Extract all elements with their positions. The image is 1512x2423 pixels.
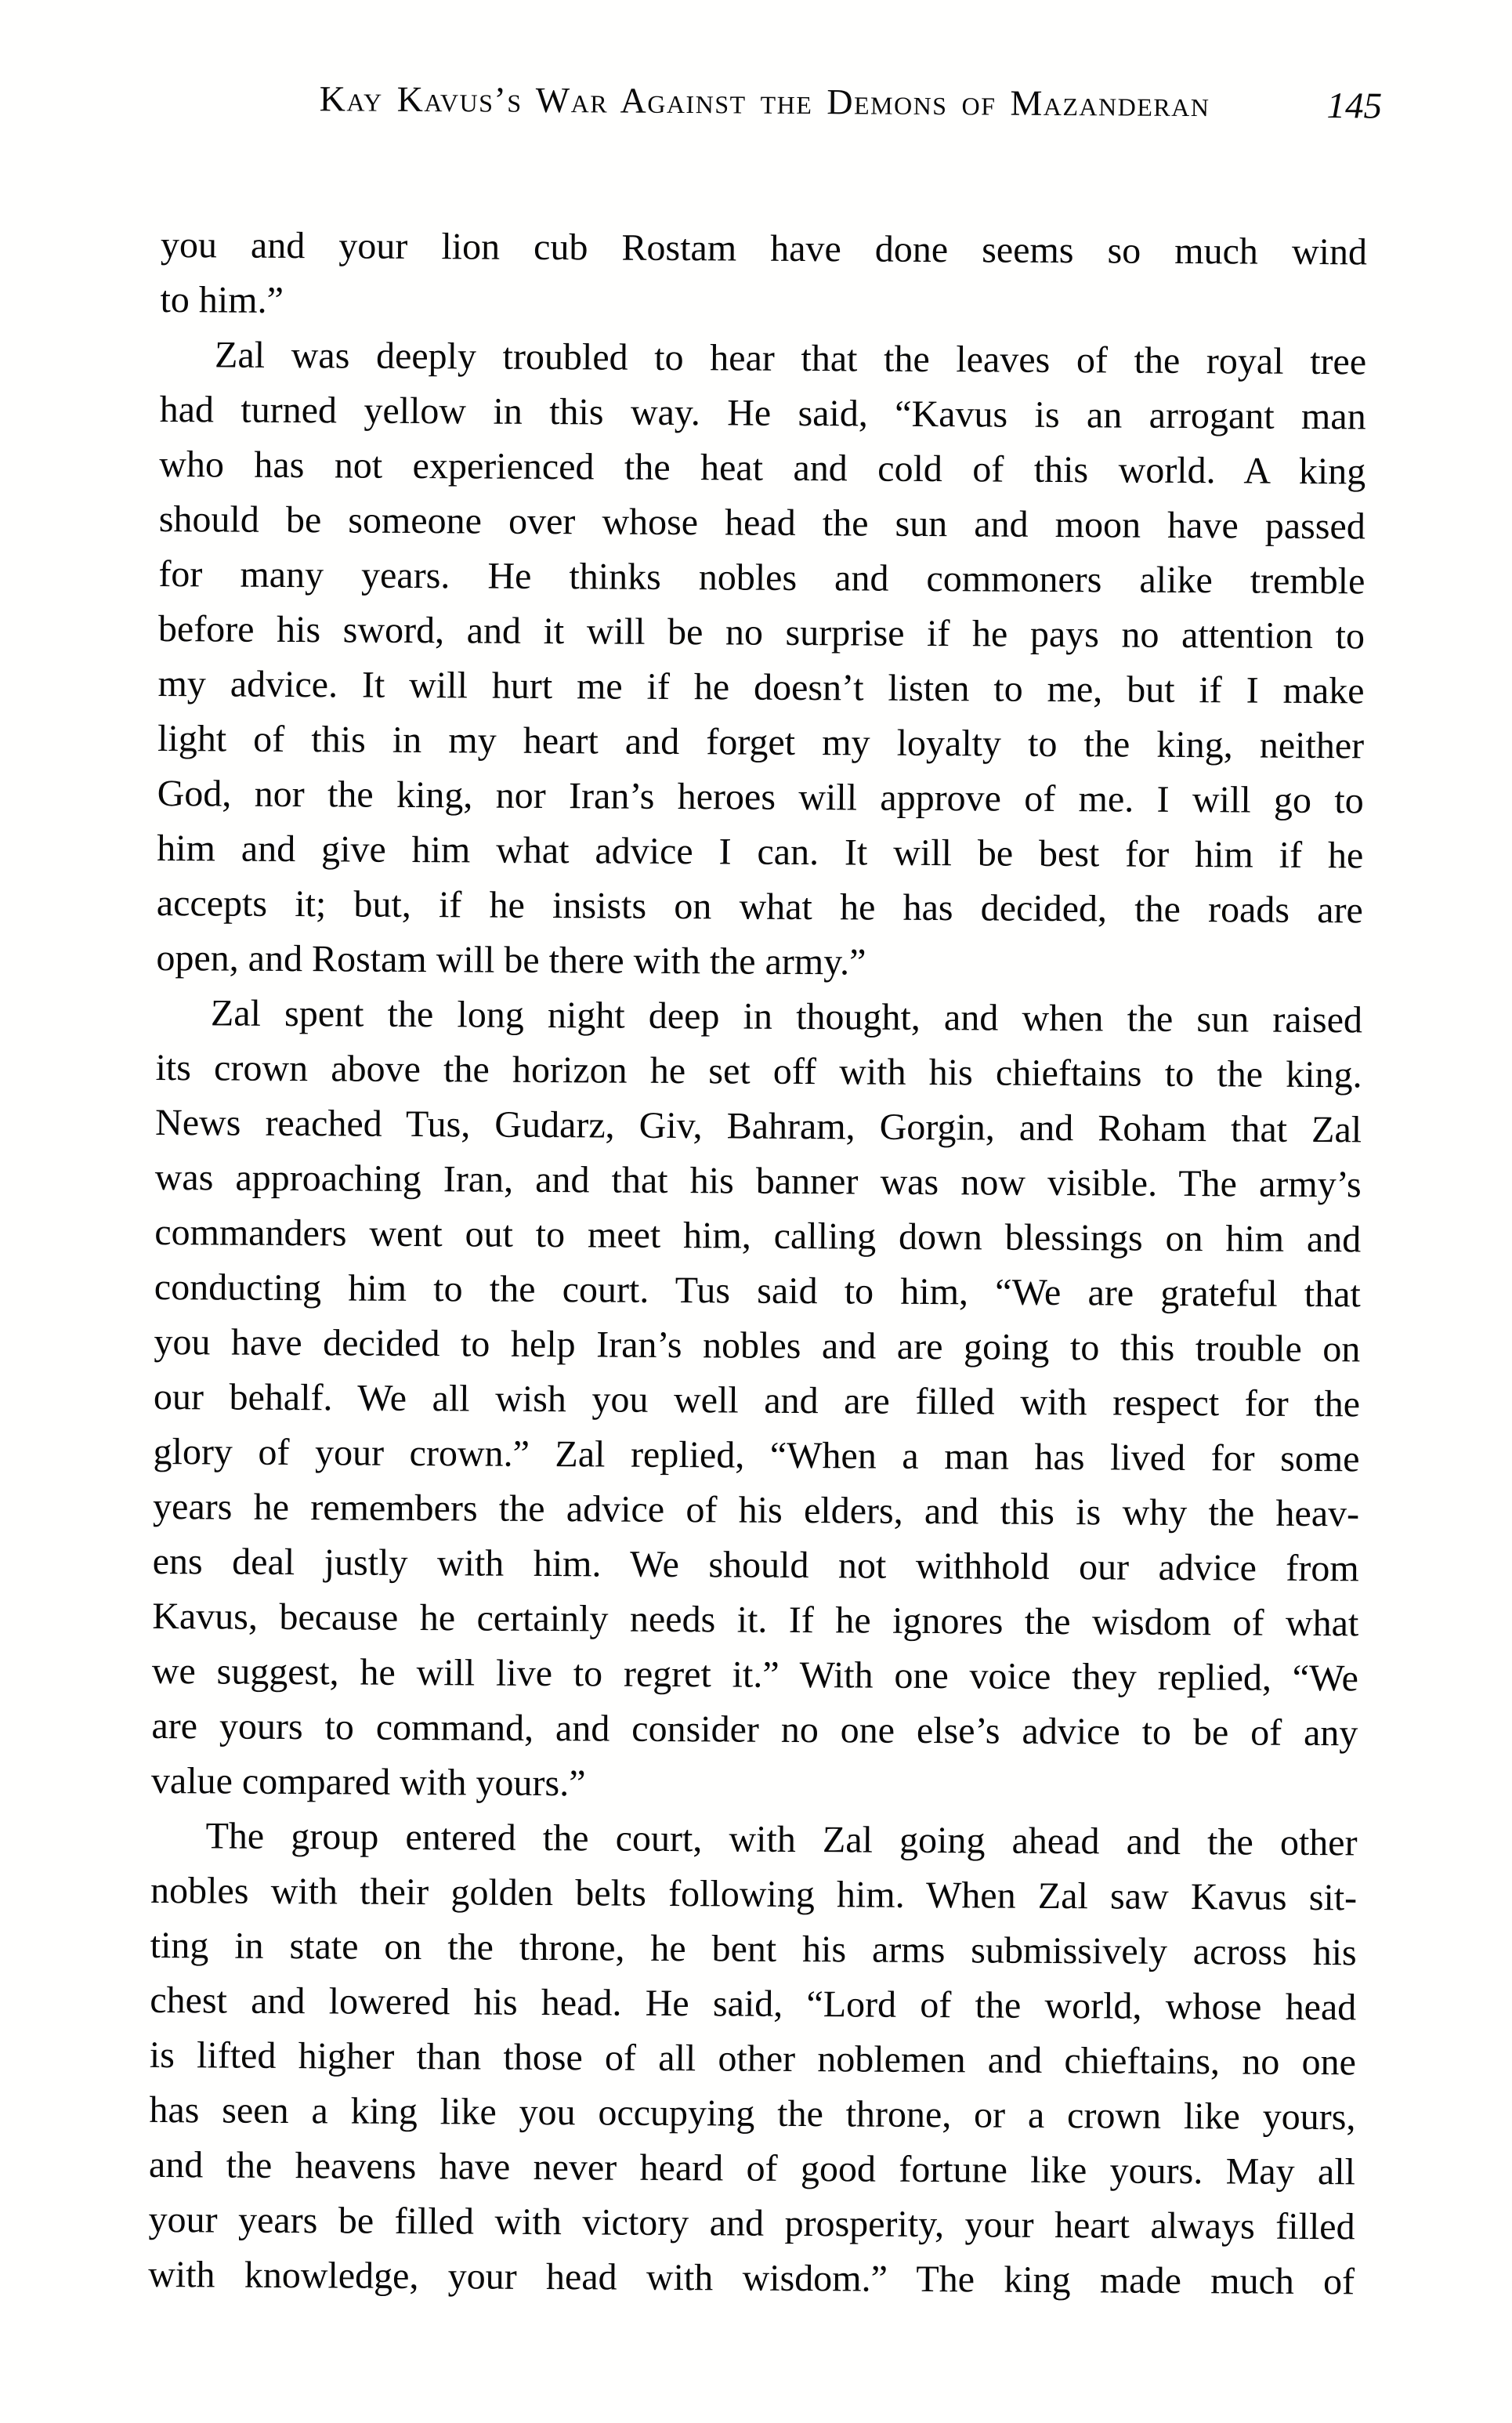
text-line: open, and Rostam will be there with the army.” [156,936,866,983]
text-line: has seen a king like you occupying the throne, or a crown like yours, [149,2088,1356,2139]
text-line: is lifted higher than those of all other noblemen and chieftains, no one [149,2034,1357,2084]
text-line: God, nor the king, nor Iran’s heroes will approve of me. I will go to [157,772,1364,822]
page-number: 145 [1326,85,1383,127]
text-line: with knowledge, your head with wisdom.” The king made much of [148,2253,1355,2303]
text-line: commanders went out to meet him, calling down blessings on him and [154,1211,1362,1261]
text-line: glory of your crown.” Zal replied, “When a man has lived for some [153,1430,1360,1480]
text-line: who has not experienced the heat and cold of this world. A king [159,443,1366,493]
text-line: ting in state on the throne, he bent his arms submissively across his [150,1924,1357,1974]
text-line: its crown above the horizon he set off with his chieftains to the king. [155,1046,1362,1096]
text-line: are yours to command, and consider no one else’s advice to be of any [151,1704,1358,1755]
text-line: to him.” [160,278,284,321]
text-line: chest and lowered his head. He said, “Lord of the world, whose head [150,1979,1357,2029]
text-line: Zal spent the long night deep in thought, and when the sun raised [210,992,1363,1041]
text-line: light of this in my heart and forget my loyalty to the king, neither [157,717,1365,767]
text-line: should be someone over whose head the sun and moon have passed [158,498,1366,548]
text-line: years he remembers the advice of his elders, and this is why the heav- [152,1485,1360,1535]
paragraph [156,328,1366,993]
text-line: nobles with their golden belts following him. When Zal saw Kavus sit- [150,1869,1358,1919]
text-line: our behalf. We all wish you well and are filled with respect for the [153,1375,1361,1425]
text-line: you and your lion cub Rostam have done seems so much wind [160,223,1368,273]
text-line: and the heavens have never heard of good fortune like yours. May all [148,2143,1356,2193]
text-line: had turned yellow in this way. He said, “Kavus is an arrogant man [159,388,1366,438]
text-line: News reached Tus, Gudarz, Giv, Bahram, Gorgin, and Roham that Zal [154,1101,1362,1151]
text-line: my advice. It will hurt me if he doesn’t listen to me, but if I make [157,662,1365,712]
text-line: for many years. He thinks nobles and commoners alike tremble [158,552,1366,603]
text-line: Zal was deeply troubled to hear that the leaves of the royal tree [214,334,1367,383]
paragraph [160,218,1367,335]
running-header [161,77,1383,134]
text-line: value compared with yours.” [150,1759,586,1805]
text-line: Kavus, because he certainly needs it. If he ignores the wisdom of what [152,1595,1359,1645]
paragraph [151,986,1362,1816]
text-line: The group entered the court, with Zal going ahead and the other [205,1815,1358,1864]
text-line: conducting him to the court. Tus said to him, “We are grateful that [154,1266,1361,1316]
text-line: accepts it; but, if he insists on what he has decided, the roads are [156,882,1363,932]
text-block [148,218,1367,2309]
paragraph [148,1809,1358,2309]
text-line: your years be filled with victory and prosperity, your heart always filled [148,2198,1355,2248]
text-line: was approaching Iran, and that his banner was now visible. The army’s [154,1156,1362,1206]
running-header-title: Kay Kavus’s War Against the Demons of Mazanderan [319,78,1210,125]
text-line: we suggest, he will live to regret it.” With one voice they replied, “We [151,1650,1359,1700]
text-line: before his sword, and it will be no surprise if he pays no attention to [157,607,1366,657]
text-line: you have decided to help Iran’s nobles and are going to this trouble on [154,1320,1361,1371]
text-line: him and give him what advice I can. It will be best for him if he [157,827,1364,877]
text-line: ens deal justly with him. We should not withhold our advice from [152,1540,1359,1590]
